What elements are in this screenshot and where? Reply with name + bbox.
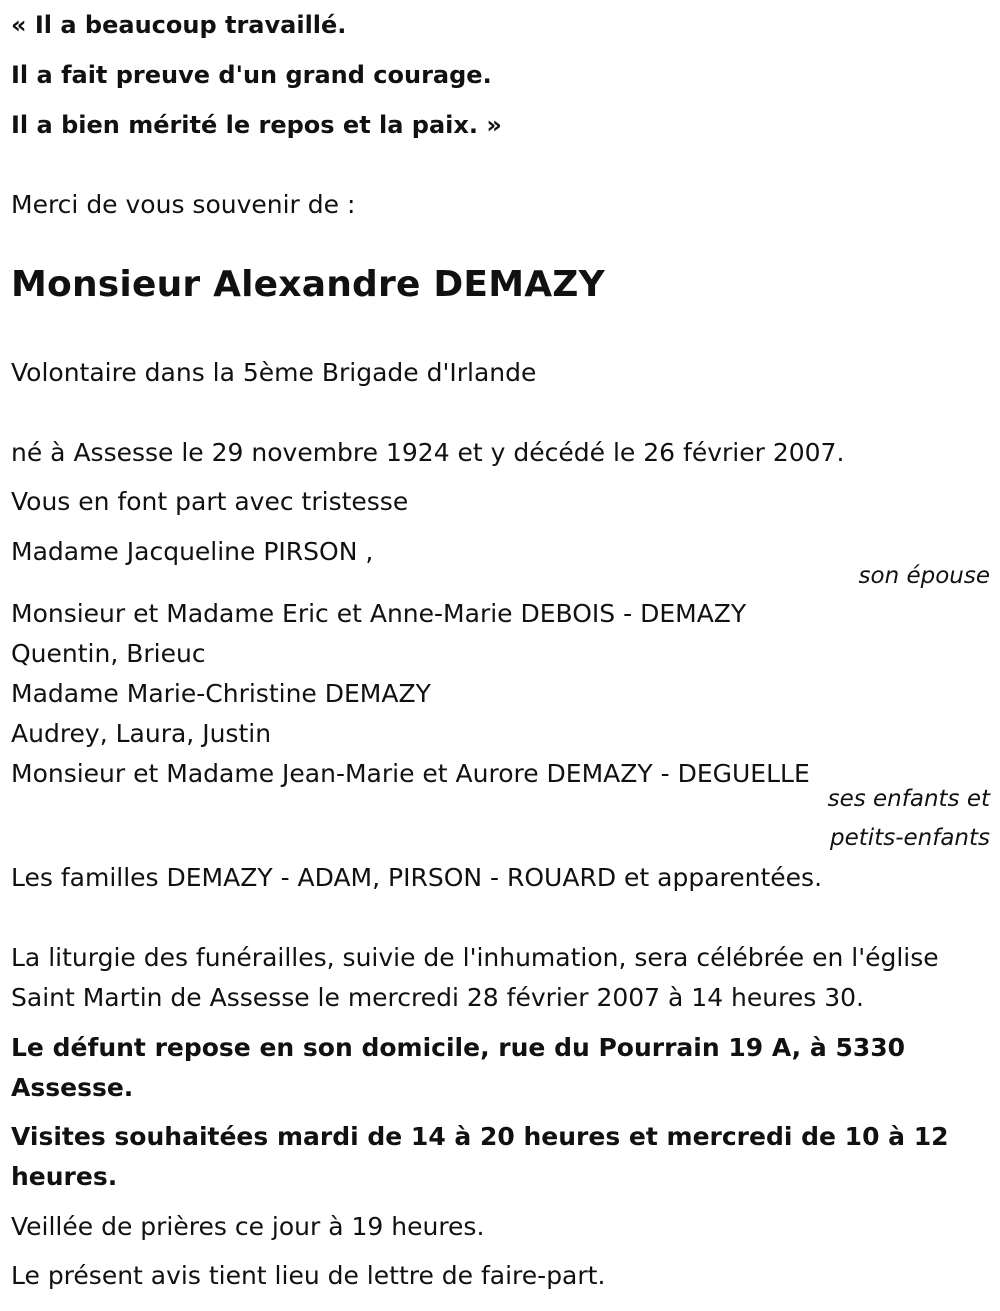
repose-text: Le défunt repose en son domicile, rue du Pourrain 19 A, à 5330 Assesse. — [11, 1033, 906, 1102]
quote-line-1: « Il a beaucoup travaillé. — [11, 11, 347, 39]
quote-line-3: Il a bien mérité le repos et la paix. » — [11, 111, 502, 139]
family-spouse: Madame Jacqueline PIRSON , — [11, 537, 374, 566]
children-note-line-1: ses enfants et — [827, 786, 990, 812]
children-note-line-2: petits-enfants — [830, 825, 990, 851]
intro-text: Merci de vous souvenir de : — [11, 190, 356, 219]
deceased-dates: né à Assesse le 29 novembre 1924 et y décédé le 26 février 2007. — [11, 438, 845, 467]
vigil-text: Veillée de prières ce jour à 19 heures. — [11, 1212, 485, 1241]
visits-text: Visites souhaitées mardi de 14 à 20 heures et mercredi de 10 à 12 heures. — [11, 1122, 949, 1191]
family-member: Madame Marie-Christine DEMAZY — [11, 679, 431, 708]
announcement-text: Vous en font part avec tristesse — [11, 487, 409, 516]
spouse-note: son épouse — [858, 563, 990, 589]
quote-line-2: Il a fait preuve d'un grand courage. — [11, 61, 492, 89]
family-member: Quentin, Brieuc — [11, 639, 206, 668]
deceased-name: Monsieur Alexandre DEMAZY — [11, 264, 605, 305]
family-member: Monsieur et Madame Jean-Marie et Aurore DEMAZY - DEGUELLE — [11, 759, 810, 788]
family-member: Audrey, Laura, Justin — [11, 719, 272, 748]
liturgy-text: La liturgie des funérailles, suivie de l'inhumation, sera célébrée en l'église Saint Martin de Assesse le mercredi 28 février 2007 à 14 heures 30. — [11, 943, 939, 1012]
extended-family: Les familles DEMAZY - ADAM, PIRSON - ROUARD et apparentées. — [11, 863, 823, 892]
notice-text: Le présent avis tient lieu de lettre de faire-part. — [11, 1261, 606, 1290]
deceased-role: Volontaire dans la 5ème Brigade d'Irlande — [11, 358, 537, 387]
family-member: Monsieur et Madame Eric et Anne-Marie DEBOIS - DEMAZY — [11, 599, 747, 628]
